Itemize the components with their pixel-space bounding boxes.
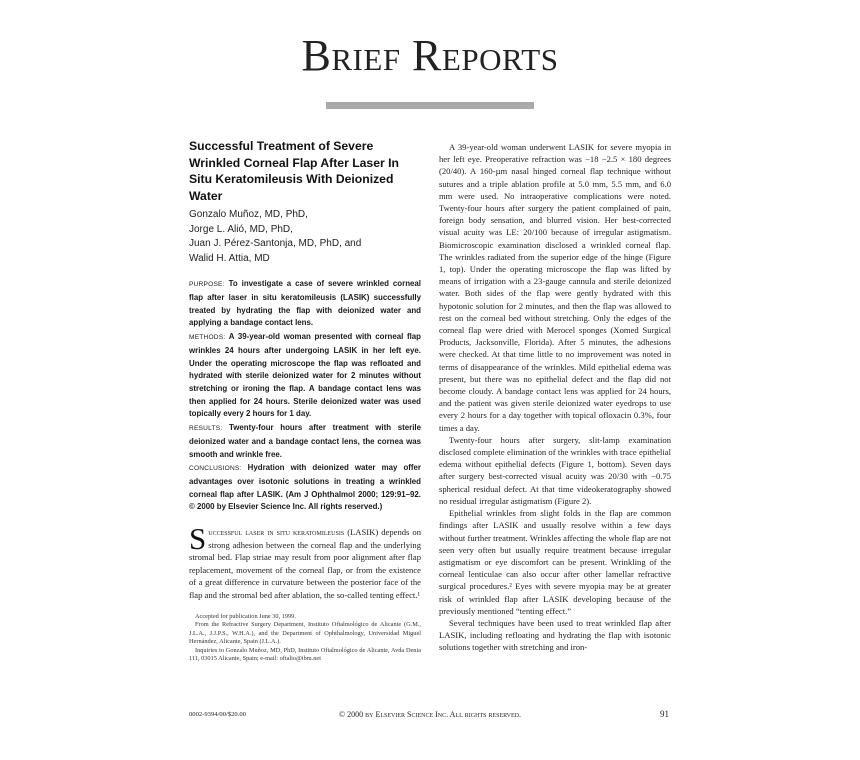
author-name: Jorge L. Alió, MD, PhD, (189, 223, 293, 235)
author-name: Walid H. Attia, MD (189, 252, 270, 264)
abstract-label: PURPOSE: (189, 281, 225, 289)
copyright-notice: © 2000 by Elsevier Science Inc. All rights reserved. (339, 710, 521, 719)
abstract-methods (189, 331, 421, 421)
abstract (189, 278, 421, 514)
abstract-text: A 39-year-old woman presented with corneal flap wrinkles 24 hours after undergoing LASIK in her left eye. Under the operating microscope the flap was refloated and hydrated with sterile deionized water for 2 minutes without stretching or ironing the flap. A bandage contact lens was then applied for 24 hours. Sterile deionized water was used topically every 2 hours for 1 day. (189, 332, 421, 419)
page-footer (189, 710, 671, 722)
issn-code: 0002-9394/00/$20.00 (189, 711, 246, 718)
article-title: Successful Treatment of Severe Wrinkled Corneal Flap After Laser In Situ Keratomileusis With Deionized Water (189, 139, 399, 203)
intro-text: depends on strong adhesion between the corneal flap and the underlying stromal bed. Flap striae may result from poor alignment after flap replacement, movement of the corneal flap, or from the existence of a great difference in curvature between the posterior face of the flap and the stromal bed after ablation, the so-called tenting effect.¹ (189, 527, 421, 600)
left-column (189, 138, 421, 664)
footnote-affiliation: From the Refractive Surgery Department, Instituto Oftalmológico de Alicante (G.M., J.L.A., J.J.P.S., W.H.A.), and the Department of Ophthalmology, Universidad Miguel Hernández, Alicante, Spain (J.L.A.). (189, 621, 421, 646)
author-name: Gonzalo Muñoz, MD, PhD, (189, 209, 308, 220)
footnote-correspondence: Inquiries to Gonzalo Muñoz, MD, PhD, Instituto Oftalmológico de Alicante, Avda Denia 111, 03015 Alicante, Spain; e-mail: oftalio@ibm.net (189, 646, 421, 663)
abstract-text: Hydration with deionized water may offer advantages over isotonic solutions in treating a wrinkled corneal flap after LASIK. (Am J Ophthalmol 2000; 129:91–92. © 2000 by Elsevier Science Inc. All rights reserved.) (189, 463, 421, 512)
abstract-text: To investigate a case of severe wrinkled corneal flap after laser in situ keratomileusis (LASIK) successfully treated by hydrating the flap with deionized water and applying a bandage contact lens. (189, 279, 421, 328)
body-paragraph: A 39-year-old woman underwent LASIK for severe myopia in her left eye. Preoperative refraction was −18 −2.5 × 180 degrees (20/40). A 160-µm nasal hinged corneal flap technique without sutures and a triple ablation profile at 5.0 mm, 5.5 mm, and 6.0 mm were used. No intraoperative complications were noted. Twenty-four hours after surgery the patient complained of pain, foreign body sensation, and blurred vision. Her best-corrected visual acuity was LE: 20/100 because of irregular astigmatism. Biomicroscopic examination disclosed a wrinkled corneal flap. The wrinkles radiated from the superior edge of the hinge (Figure 1, top). Under the operating microscope the flap was lifted by means of irrigation with a 23-gauge cannula and sterile deionized water. Both sides of the flap were gently hydrated with this hypotonic solution for 2 minutes, and then the flap was allowed to rest on the corneal bed without stretching. Only the edges of the corneal flap were dried with Merocel sponges (Xomed Surgical Products, Jacksonville, Florida). After 5 minutes, the adhesions were checked. At that time little to no improvement was noted in terms of disappearance of the wrinkles. Mild epithelial edema was present, but there was no epithelial defect and the flap did not become cloudy. A bandage contact lens was applied for 24 hours, and the patient was given sterile deionized water eyedrops to use every 2 hours for a day together with topical ofloxacin 0.3%, four times a day. (439, 142, 671, 433)
drop-cap: S (189, 521, 207, 557)
footnotes (189, 613, 421, 664)
author-list (189, 208, 421, 266)
abstract-label: CONCLUSIONS: (189, 465, 242, 473)
body-paragraph: Several techniques have been used to treat wrinkled flap after LASIK, including refloating and hydrating the flap with isotonic solutions together with stretching and iron- (439, 617, 671, 653)
footnote-accepted: Accepted for publication June 30, 1999. (195, 612, 296, 620)
intro-paragraph (189, 521, 421, 602)
author-name: Juan J. Pérez-Santonja, MD, PhD, and (189, 238, 362, 250)
abstract-text: Twenty-four hours after treatment with sterile deionized water and a bandage contact lens, the cornea was smooth and wrinkle free. (189, 423, 421, 459)
page-number: 91 (660, 709, 669, 719)
abstract-results (189, 422, 421, 461)
right-column (439, 141, 671, 654)
header-divider (326, 102, 534, 109)
abstract-purpose (189, 278, 421, 330)
abstract-label: METHODS: (189, 334, 226, 342)
section-title: Brief Reports (301, 31, 559, 80)
body-paragraph: Twenty-four hours after surgery, slit-lamp examination disclosed complete elimination of the wrinkles with trace epithelial edema without epithelial defects (Figure 1, bottom). Seven days after surgery best-corrected visual acuity was 20/30 with −0.75 spherical residual defect. At that time videokeratography showed no residual irregular astigmatism (Figure 2). (439, 434, 671, 506)
body-paragraph: Epithelial wrinkles from slight folds in the flap are common findings after LASIK and usually resolve within a few days without further treatment. Wrinkles affecting the whole flap are not seen very often but usually require treatment because irregular astigmatism or eye discomfort can be present. Wrinkling of the corneal lenticulae can also occur after other lamellar refractive surgical procedures.² Eyes with severe myopia may be at greater risk of wrinkled flap after LASIK developing because of the previously mentioned “tenting effect.” (439, 508, 671, 616)
abstract-label: RESULTS: (189, 425, 223, 433)
intro-lead: uccessful laser in situ keratomileusis (LASIK) (208, 527, 379, 538)
abstract-conclusions (189, 462, 421, 514)
